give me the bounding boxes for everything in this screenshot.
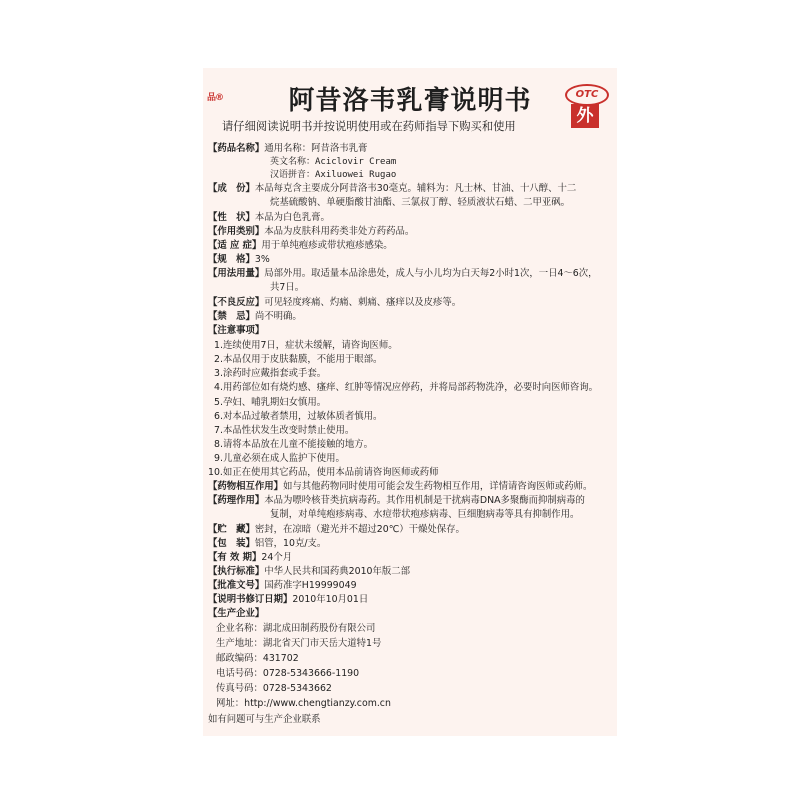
- section-label: 【性 状】: [208, 212, 255, 223]
- pharmacology-text: 本品为嘌呤核苷类抗病毒药。其作用机制是干扰病毒DNA多聚酶而抑制病毒的: [264, 495, 585, 506]
- company-name: 企业名称：湖北成田制药股份有限公司: [216, 623, 376, 634]
- section-label: 【作用类别】: [208, 226, 265, 237]
- indication-text: 用于单纯疱疹或带状疱疹感染。: [261, 240, 393, 251]
- note-item: 6.对本品过敏者禁用，过敏体质者慎用。: [214, 411, 383, 422]
- approval-text: 国药准字H19999049: [264, 580, 357, 591]
- brand-logo: 品®: [207, 93, 224, 103]
- adverse-text: 可见轻度疼痛、灼痛、刺痛、瘙痒以及皮疹等。: [264, 297, 462, 308]
- note-item: 10.如正在使用其它药品，使用本品前请咨询医师或药师: [208, 467, 439, 478]
- company-website: 网址：http://www.chengtianzy.com.cn: [216, 698, 391, 709]
- pharmacology-text-cont: 复制，对单纯疱疹病毒、水痘带状疱疹病毒、巨细胞病毒等具有抑制作用。: [270, 509, 580, 520]
- adverse-row: [208, 297, 461, 309]
- english-name: 英文名称：Aciclovir Cream: [270, 157, 397, 167]
- pinyin-name: 汉语拼音：Axiluowei Rugao: [270, 170, 397, 180]
- section-label: 【不良反应】: [208, 297, 265, 308]
- note-item: 3.涂药时应戴指套或手套。: [214, 368, 327, 379]
- section-label: 【药理作用】: [208, 495, 265, 506]
- footer-note: 如有问题可与生产企业联系: [208, 714, 321, 725]
- composition-text-cont: 烷基硫酸钠、单硬脂酸甘油酯、三氯叔丁醇、轻质液状石蜡、二甲亚砜。: [270, 197, 571, 208]
- appearance-row: [208, 212, 330, 224]
- note-item: 1.连续使用7日，症状未缓解，请咨询医师。: [214, 340, 398, 351]
- contra-row: [208, 311, 302, 323]
- company-postcode: 邮政编码：431702: [216, 653, 299, 664]
- appearance-text: 本品为白色乳膏。: [254, 212, 330, 223]
- note-item: 7.本品性状发生改变时禁止使用。: [214, 425, 355, 436]
- section-label: 【成 份】: [208, 183, 255, 194]
- section-label: 【禁 忌】: [208, 311, 255, 322]
- external-use-badge: 外: [571, 104, 599, 128]
- indication-row: [208, 240, 393, 252]
- standard-text: 中华人民共和国药典2010年版二部: [264, 566, 411, 577]
- otc-badge: OTC: [565, 84, 609, 106]
- standard-row: [208, 566, 410, 578]
- generic-name: 通用名称：阿昔洛韦乳膏: [264, 143, 368, 154]
- note-item: 5.孕妇、哺乳期妇女慎用。: [214, 397, 327, 408]
- subtitle: 请仔细阅读说明书并按说明使用或在药师指导下购买和使用: [222, 120, 516, 133]
- drug-name-row: [208, 143, 367, 155]
- category-row: [208, 226, 414, 238]
- section-label: 【规 格】: [208, 254, 255, 265]
- pharmacology-row: [208, 495, 585, 507]
- validity-row: [208, 552, 292, 564]
- section-label: 【药物相互作用】: [208, 481, 284, 492]
- note-item: 2.本品仅用于皮肤黏膜，不能用于眼部。: [214, 354, 383, 365]
- company-phone: 电话号码：0728-5343666-1190: [216, 668, 360, 679]
- note-item: 4.用药部位如有烧灼感、瘙痒、红肿等情况应停药，并将局部药物洗净，必要时向医师咨询。: [214, 382, 598, 393]
- company-address: 生产地址：湖北省天门市天岳大道特1号: [216, 638, 382, 649]
- section-label: 【用法用量】: [208, 268, 265, 279]
- page-title: 阿昔洛韦乳膏说明书: [288, 86, 532, 116]
- manufacturer-heading: 【生产企业】: [208, 608, 265, 619]
- section-label: 【批准文号】: [208, 580, 265, 591]
- revision-text: 2010年10月01日: [292, 594, 369, 605]
- spec-text: 3%: [254, 254, 270, 265]
- note-item: 8.请将本品放在儿童不能接触的地方。: [214, 439, 373, 450]
- validity-text: 24个月: [261, 552, 293, 563]
- company-fax: 传真号码：0728-5343662: [216, 683, 332, 694]
- section-label: 【包 装】: [208, 538, 255, 549]
- spec-row: [208, 254, 270, 266]
- section-label: 【执行标准】: [208, 566, 265, 577]
- dosage-text: 局部外用。取适量本品涂患处，成人与小儿均为白天每2小时1次，一日4～6次，: [264, 268, 598, 279]
- dosage-row: [208, 268, 598, 280]
- section-label: 【有 效 期】: [208, 552, 262, 563]
- category-text: 本品为皮肤科用药类非处方药药品。: [264, 226, 415, 237]
- revision-row: [208, 594, 368, 606]
- package-row: [208, 538, 326, 550]
- section-label: 【药品名称】: [208, 143, 265, 154]
- section-label: 【说明书修订日期】: [208, 594, 293, 605]
- composition-row: [208, 183, 576, 195]
- storage-text: 密封，在凉暗（避光并不超过20℃）干燥处保存。: [254, 524, 465, 535]
- storage-row: [208, 524, 465, 536]
- package-text: 铝管，10克/支。: [254, 538, 327, 549]
- composition-text: 本品每克含主要成分阿昔洛韦30毫克。辅料为：凡士林、甘油、十八醇、十二: [254, 183, 577, 194]
- approval-row: [208, 580, 357, 592]
- note-item: 9.儿童必须在成人监护下使用。: [214, 453, 345, 464]
- notes-heading: 【注意事项】: [208, 325, 265, 336]
- interaction-text: 如与其他药物同时使用可能会发生药物相互作用，详情请咨询医师或药师。: [283, 481, 593, 492]
- section-label: 【贮 藏】: [208, 524, 255, 535]
- section-label: 【适 应 症】: [208, 240, 262, 251]
- contra-text: 尚不明确。: [254, 311, 302, 322]
- dosage-text-cont: 共7日。: [270, 282, 305, 293]
- interaction-row: [208, 481, 592, 493]
